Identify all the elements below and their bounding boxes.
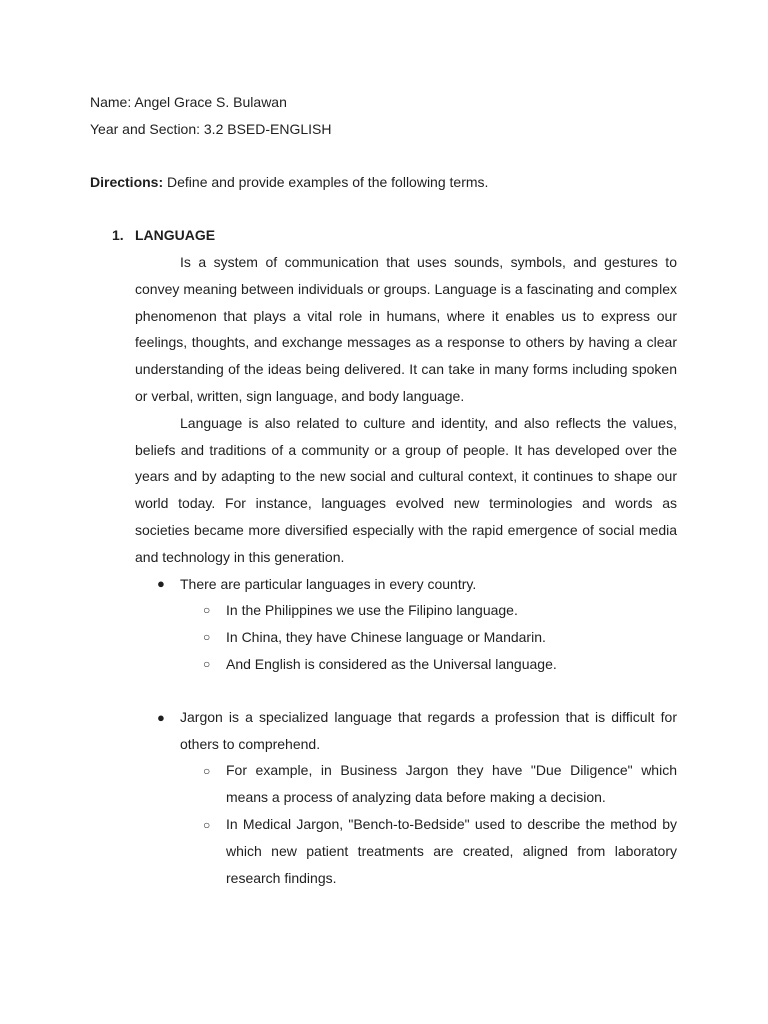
- section-title: LANGUAGE: [135, 227, 216, 243]
- paragraph: Is a system of communication that uses sounds, symbols, and gestures to convey meaning between individuals or groups. Language is a fascinating and complex phenomenon that plays a vital role in humans, where it enables us to express our feelings, thoughts, and exchange messages as a response to others by having a clear understanding of the ideas being delivered. It can take in many forms including spoken or verbal, written, sign language, and body language.: [135, 254, 677, 404]
- sub-bullet-icon: ○: [203, 630, 211, 644]
- student-name: Name: Angel Grace S. Bulawan: [90, 94, 287, 110]
- bullet-icon: ●: [157, 710, 165, 725]
- sub-list-item: In China, they have Chinese language or Mandarin.: [226, 629, 546, 645]
- sub-bullet-icon: ○: [203, 657, 211, 671]
- sub-list-item: In the Philippines we use the Filipino language.: [226, 602, 518, 618]
- bullet-icon: ●: [157, 576, 165, 591]
- directions: [90, 173, 488, 191]
- directions-label: Directions:: [90, 174, 164, 190]
- section-number: 1.: [112, 227, 124, 243]
- section-body: [135, 249, 677, 571]
- sub-bullet-icon: ○: [203, 603, 211, 617]
- sub-bullet-icon: ○: [203, 818, 211, 832]
- list-item: Jargon is a specialized language that regards a profession that is difficult for others to comprehend.: [180, 709, 677, 752]
- year-section: Year and Section: 3.2 BSED-ENGLISH: [90, 121, 332, 137]
- directions-text: Define and provide examples of the following terms.: [163, 174, 489, 190]
- sub-list-item: And English is considered as the Universal language.: [226, 656, 557, 672]
- sub-list-item: In Medical Jargon, "Bench-to-Bedside" used to describe the method by which new patient treatments are created, aligned from laboratory research findings.: [226, 816, 677, 886]
- paragraph: Language is also related to culture and identity, and also reflects the values, beliefs and traditions of a community or a group of people. It has developed over the years and by adapting to the new social and cultural context, it continues to shape our world today. For instance, languages evolved new terminologies and words as societies became more diversified especially with the rapid emergence of social media and technology in this generation.: [135, 414, 677, 565]
- sub-bullet-icon: ○: [203, 764, 211, 778]
- list-item: There are particular languages in every country.: [180, 576, 477, 592]
- sub-list-item: For example, in Business Jargon they have "Due Diligence" which means a process of analyzing data before making a decision.: [226, 762, 677, 805]
